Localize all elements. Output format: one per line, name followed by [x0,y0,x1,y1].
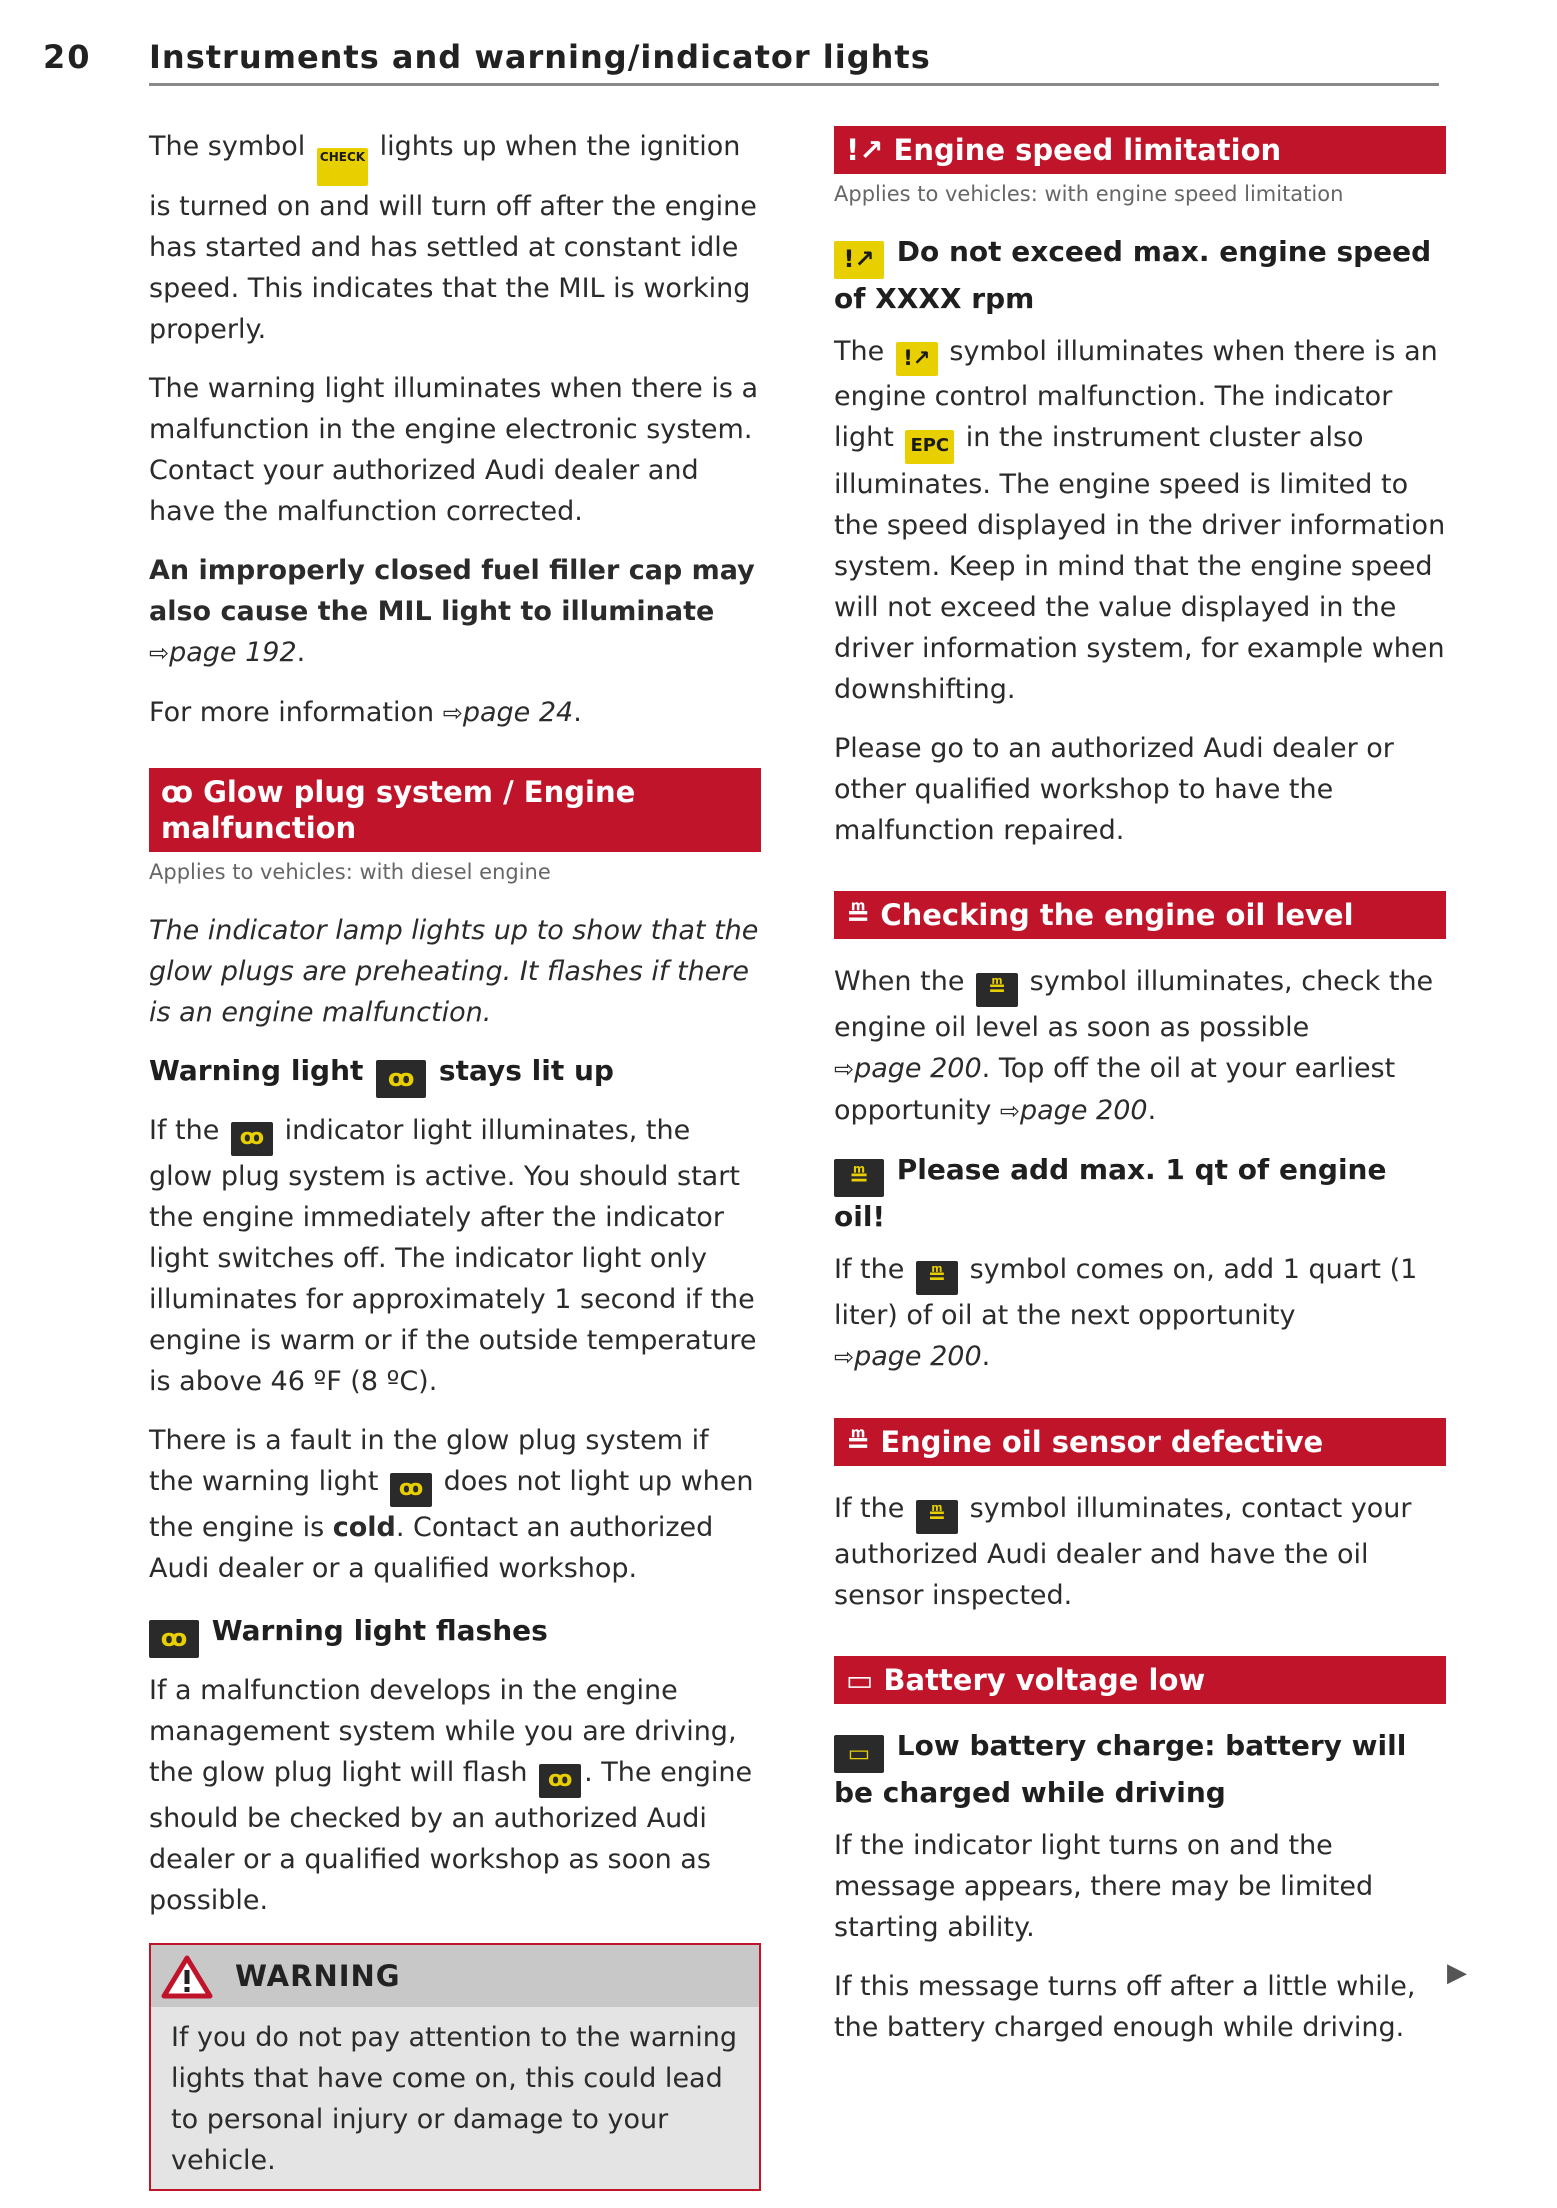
glow-plug-icon: ꝏ [376,1060,426,1098]
page-ref[interactable]: ⇨page 200 [834,1053,982,1084]
applies-note: Applies to vehicles: with engine speed limitation [834,182,1344,206]
warning-box [149,1943,761,2191]
ref-arrow-icon: ⇨ [999,1097,1020,1125]
subheading-low-battery: ▭ Low battery charge: battery will be charged while driving [834,1729,1407,1809]
ref-arrow-icon: ⇨ [834,1343,855,1371]
page-ref[interactable]: ⇨page 200. [834,1341,991,1372]
section-heading-engine-speed: !↗ Engine speed limitation [834,126,1446,174]
check-engine-icon: CHECK [317,148,368,186]
glow-plug-icon: ꝏ [149,1620,199,1658]
subheading-flashes: ꝏ Warning light flashes [149,1611,761,1658]
battery-icon: ▭ [846,1663,874,1697]
glow-flash-paragraph: If a malfunction develops in the engine management system while you are driving, the glow plug light will flash ꝏ . The engine should be checked by an authorized Audi dealer or a qualified workshop as soon as possible. [149,1675,753,1916]
battery-paragraph-1: If the indicator light turns on and the message appears, there may be limited starting ability. [834,1830,1374,1943]
warning-label: WARNING [235,1959,401,1993]
page-header [0,0,1557,90]
section-heading-glow-plug: ꝏ Glow plug system / Engine malfunction [149,768,761,852]
page-ref[interactable]: ⇨page 24. [442,697,582,728]
glow-plug-icon: ꝏ [161,775,194,809]
section-heading-battery: ▭ Battery voltage low [834,1656,1446,1704]
glow-fault-paragraph: There is a fault in the glow plug system if the warning light ꝏ does not light up when the engine is cold. Contact an authorized Audi dealer or a qualified workshop. [149,1425,754,1584]
oil-can-icon: ≞ [834,1159,884,1197]
oil-can-icon: ≞ [846,898,871,932]
section-heading-oil-level: ≞ Checking the engine oil level [834,891,1446,939]
ref-arrow-icon: ⇨ [834,1055,855,1083]
battery-icon: ▭ [834,1735,884,1773]
speed-dealer-paragraph: Please go to an authorized Audi dealer or other qualified workshop to have the malfunction repaired. [834,733,1394,846]
more-info-paragraph: For more information ⇨page 24. [149,697,582,728]
oil-level-paragraph: When the ≞ symbol illuminates, check the engine oil level as soon as possible ⇨page 200. Top off the oil at your earliest opportunity ⇨page 200. [834,966,1434,1126]
oil-sensor-icon: ≞ [846,1425,871,1459]
warning-text: If you do not pay attention to the warning lights that have come on, this could lead to personal injury or damage to your vehicle. [171,2022,737,2176]
page-ref[interactable]: ⇨page 200. [999,1095,1157,1126]
engine-speed-icon: !↗ [834,241,884,279]
oil-sensor-icon: ≞ [916,1500,958,1534]
epc-icon: EPC [905,430,954,464]
glow-plug-icon: ꝏ [231,1122,273,1156]
battery-paragraph-2: If this message turns off after a little while, the battery charged enough while driving. [834,1971,1416,2043]
continue-arrow-icon: ▶ [1447,1958,1467,1988]
ref-arrow-icon: ⇨ [149,639,170,667]
glow-intro: The indicator lamp lights up to show that the glow plugs are preheating. It flashes if there is an engine malfunction. [149,915,759,1028]
warning-header [151,1945,759,2007]
page-title: Instruments and warning/indicator lights [149,38,931,76]
glow-plug-icon: ꝏ [390,1473,432,1507]
mil-paragraph: The symbol CHECK lights up when the ignition is turned on and will turn off after the engine has started and has settled at constant idle speed. This indicates that the MIL is working properly. [149,131,757,345]
subheading-add-oil: ≞ Please add max. 1 qt of engine oil! [834,1153,1387,1233]
right-column [834,126,1446,2066]
oil-sensor-paragraph: If the ≞ symbol illuminates, contact your authorized Audi dealer and have the oil sensor inspected. [834,1493,1412,1611]
engine-speed-icon: !↗ [896,342,938,376]
glow-plug-icon: ꝏ [539,1764,581,1798]
applies-note: Applies to vehicles: with diesel engine [149,860,551,884]
page-ref[interactable]: ⇨page 192. [149,637,306,668]
oil-can-icon: ≞ [916,1261,958,1295]
fuel-cap-note: An improperly closed fuel filler cap may also cause the MIL light to illuminate ⇨page 192. [149,555,755,668]
ref-arrow-icon: ⇨ [442,699,463,727]
electronic-malfunction-paragraph: The warning light illuminates when there is a malfunction in the engine electronic system. Contact your authorized Audi dealer and have the malfunction corrected. [149,373,759,527]
section-heading-oil-sensor: ≞ Engine oil sensor defective [834,1418,1446,1466]
glow-active-paragraph: If the ꝏ indicator light illuminates, the glow plug system is active. You should start the engine immediately after the indicator light switches off. The indicator light only illuminates for approximately 1 second if the engine is warm or if the outside temperature is above 46 ºF (8 ºC). [149,1115,757,1397]
warning-triangle-icon [161,1955,213,1999]
subheading-max-speed: !↗ Do not exceed max. engine speed of XXXX rpm [834,235,1432,315]
page-number: 20 [43,38,92,76]
add-oil-paragraph: If the ≞ symbol comes on, add 1 quart (1 liter) of oil at the next opportunity ⇨page 200. [834,1254,1418,1372]
warning-body [151,2007,759,2189]
left-column [149,126,761,2191]
speed-limit-paragraph: The !↗ symbol illuminates when there is an engine control malfunction. The indicator light EPC in the instrument cluster also illuminates. The engine speed is limited to the speed displayed in the driver information system. Keep in mind that the engine speed will not exceed the value displayed in the driver information system, for example when downshifting. [834,336,1446,705]
subheading-stays-lit: Warning light ꝏ stays lit up [149,1051,761,1098]
oil-can-icon: ≞ [976,973,1018,1007]
engine-speed-icon: !↗ [846,133,884,167]
header-rule [149,83,1439,86]
